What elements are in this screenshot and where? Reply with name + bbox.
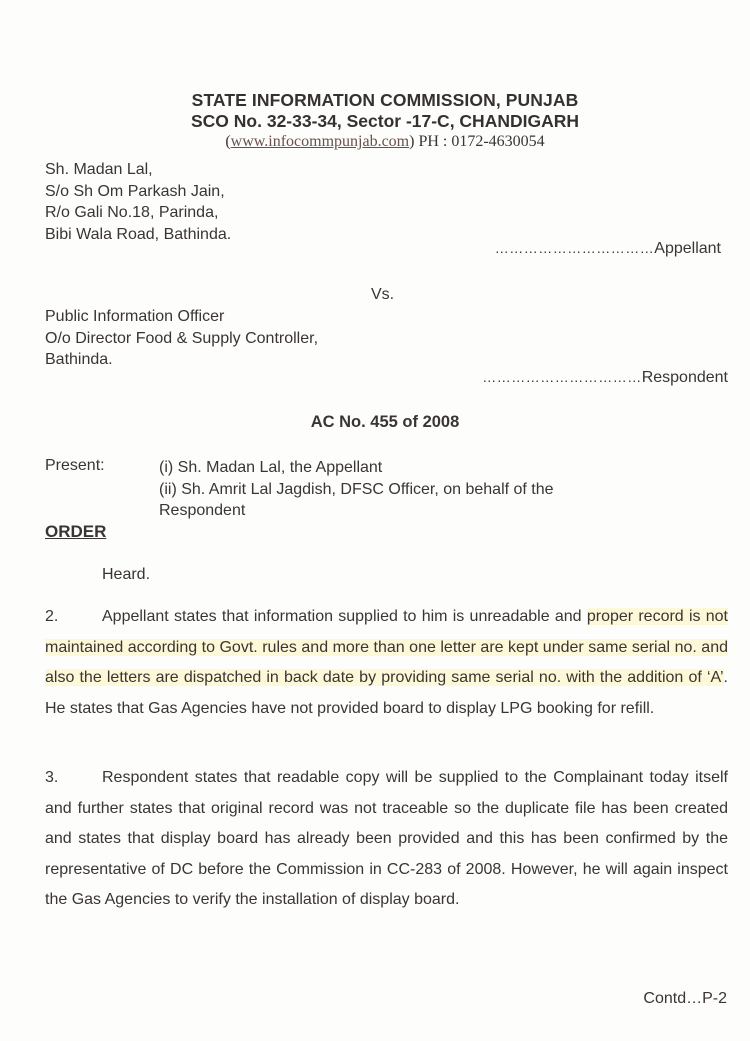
phone-number: PH : 0172-4630054 <box>418 133 545 150</box>
respondent-address-line: Bathinda. <box>45 351 113 368</box>
paragraph-2 <box>45 602 728 724</box>
order-heading: ORDER <box>45 522 107 541</box>
highlighted-text: proper record is not maintained according to Govt. rules and more than one letter are kept under same serial no. and also the letters are dispatched in back date by providing same serial no. with the addition of ‘A’ <box>45 608 729 686</box>
respondent-address-line: O/o Director Food & Supply Controller, <box>45 329 319 347</box>
respondent-address-line: Public Information Officer <box>45 308 225 325</box>
appellant-address-line: S/o Sh Om Parkash Jain, <box>45 182 225 200</box>
commission-title: STATE INFORMATION COMMISSION, PUNJAB <box>191 90 579 110</box>
commission-contact: (www.infocommpunjab.com) PH : 0172-4630054 <box>225 133 545 150</box>
paragraph-number: 3. <box>45 769 59 786</box>
commission-address: SCO No. 32-33-34, Sector -17-C, CHANDIGARH <box>191 111 579 131</box>
respondent-role <box>482 369 728 387</box>
appellant-address-line: Bibi Wala Road, Bathinda. <box>45 225 232 243</box>
present-item: Respondent <box>159 502 246 519</box>
present-item: (i) Sh. Madan Lal, the Appellant <box>159 459 383 476</box>
paragraph-text: Appellant states that information supplied to him is unreadable and <box>102 608 587 625</box>
appellant-address-line: R/o Gali No.18, Parinda, <box>45 204 219 221</box>
paragraph-text: . He states that Gas Agencies have not provided board to display LPG booking for refill. <box>45 669 728 717</box>
respondent-address <box>45 306 318 371</box>
appellant-address-line: Sh. Madan Lal, <box>45 161 153 178</box>
website-link[interactable]: www.infocommpunjab.com <box>230 133 410 150</box>
heard-text: Heard. <box>102 566 151 583</box>
leader-dots: …………………………… <box>494 240 655 256</box>
case-number: AC No. 455 of 2008 <box>310 413 460 431</box>
versus-label: Vs. <box>371 286 395 303</box>
appellant-role-label: Appellant <box>654 240 721 257</box>
paragraph-3 <box>45 763 728 916</box>
present-label: Present: <box>45 457 105 474</box>
paragraph-text: Respondent states that readable copy will be supplied to the Complainant today itself and further states that original record was not traceable so the duplicate file has been created and states that display board has already been provided and this has been confirmed by the representative of DC before the Commission in CC-283 of 2008. However, he will again inspect the Gas Agencies to verify the installation of display board. <box>45 769 728 908</box>
appellant-address <box>45 159 231 245</box>
continued-marker: Contd…P-2 <box>643 990 727 1007</box>
respondent-role-label: Respondent <box>641 369 728 386</box>
paragraph-number: 2. <box>45 608 59 625</box>
leader-dots: …………………………… <box>482 369 642 385</box>
present-list <box>159 457 679 522</box>
appellant-role <box>495 240 721 258</box>
present-item: (ii) Sh. Amrit Lal Jagdish, DFSC Officer, on behalf of the <box>159 480 554 498</box>
